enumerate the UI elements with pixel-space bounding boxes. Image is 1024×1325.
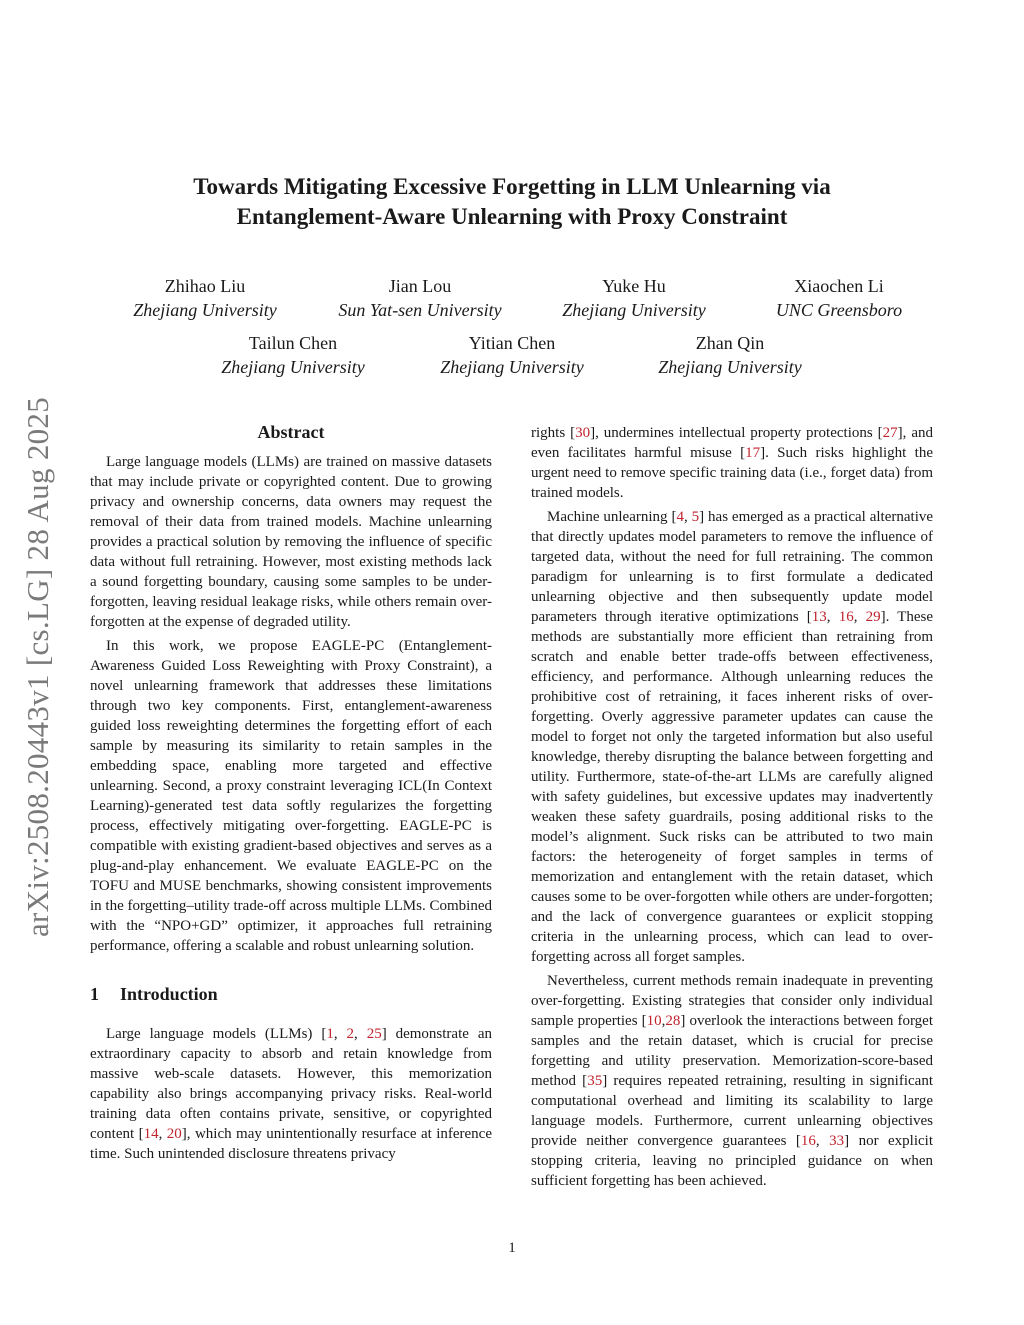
body-paragraph: rights [30], undermines intellectual property protections [27], and even facilitates harmful misuse [17]. Such risks highlight the urgent need to remove specific training data (i.e., forget data) from trained models.	[531, 425, 934, 501]
section-number: 1	[90, 984, 99, 1004]
citation-link[interactable]: 29	[865, 609, 881, 625]
citation-link[interactable]: 16	[800, 1133, 816, 1149]
citation-link[interactable]: 30	[575, 425, 591, 441]
left-column	[90, 420, 492, 1168]
author-affiliation: Zhejiang University	[562, 300, 706, 320]
abstract-paragraph: Large language models (LLMs) are trained on massive datasets that may include private or copyrighted content. Due to growing privacy and ownership concerns, data owners may request the removal of their data from trained models. Machine unlearning provides a practical solution by removing the influence of specific data without full retraining. However, most existing methods lack a sound forgetting boundary, causing some samples to be under-forgotten, leaving residual leakage risks, while others remain over-forgotten at the expense of degraded utility.	[90, 454, 492, 630]
arxiv-identifier: arXiv:2508.20443v1 [cs.LG] 28 Aug 2025	[20, 396, 55, 938]
title-line-1: Towards Mitigating Excessive Forgetting in LLM Unlearning via	[193, 174, 831, 199]
citation-link[interactable]: 28	[665, 1013, 681, 1029]
citation-link[interactable]: 10	[646, 1013, 662, 1029]
citation-link[interactable]: 16	[838, 609, 854, 625]
citation-link[interactable]: 17	[745, 445, 761, 461]
right-column	[531, 423, 933, 1195]
author-block	[412, 331, 612, 379]
section-heading	[90, 982, 492, 1006]
arxiv-stamp	[10, 372, 66, 962]
author-name: Yuke Hu	[602, 276, 666, 296]
author-affiliation: Zhejiang University	[221, 357, 365, 377]
intro-paragraph: Large language models (LLMs) [1, 2, 25] demonstrate an extraordinary capacity to absorb and retain knowledge from massive web-scale datasets. However, this memorization capability also brings accompanying privacy risks. Real-world training data often contains private, sensitive, or copyrighted content [14, 20], which may unintentionally resurface at inference time. Such unintended disclosure threatens privacy	[90, 1026, 492, 1162]
citation-link[interactable]: 35	[587, 1073, 603, 1089]
body-paragraph: Machine unlearning [4, 5] has emerged as a practical alternative that directly updates model parameters to remove the influence of targeted data, without the need for full retraining. The common paradigm for unlearning is to first formulate a dedicated unlearning objective and then subsequently update model parameters through iterative optimizations [13, 16, 29]. These methods are substantially more efficient than retraining from scratch and enable better trade-offs between effectiveness, efficiency, and performance. Although unlearning reduces the prohibitive cost of retraining, it faces inherent risks of over-forgetting. Overly aggressive parameter updates can cause the model to forget not only the targeted information but also useful knowledge, thereby disrupting the balance between forgetting and utility. Furthermore, state-of-the-art LLMs are carefully aligned with safety guidelines, but excessive updates may inadvertently weaken these safety guardrails, posing additional risks to the model’s alignment. Suck risks can be attributed to two main factors: the heterogeneity of forget samples in terms of memorization and entanglement with the retain dataset, which causes some to be over-forgotten while others are under-forgotten; and the lack of convergence guarantees or explicit stopping criteria in the unlearning process, which can lead to over-forgetting across all forget samples.	[531, 509, 934, 965]
author-affiliation: Zhejiang University	[133, 300, 277, 320]
author-block	[105, 274, 305, 322]
author-name: Tailun Chen	[248, 333, 338, 353]
citation-link[interactable]: 4	[676, 509, 684, 525]
author-block	[534, 274, 734, 322]
body-paragraph: Nevertheless, current methods remain inadequate in preventing over-forgetting. Existing strategies that consider only individual sample properties [10,28] overlook the interactions between forget samples and the retain dataset, which is crucial for precise forgetting and utility preservation. Memorization-score-based method [35] requires repeated retraining, resulting in significant computational overhead and limiting its scalability to large language models. Furthermore, current unlearning objectives provide neither convergence guarantees [16, 33] nor explicit stopping criteria, leaving no principled guidance on when sufficient forgetting has been achieved.	[531, 973, 934, 1189]
author-block	[193, 331, 393, 379]
citation-link[interactable]: 20	[166, 1126, 182, 1142]
author-affiliation: Zhejiang University	[440, 357, 584, 377]
abstract-heading: Abstract	[257, 422, 325, 442]
author-name: Xiaochen Li	[794, 276, 884, 296]
citation-link[interactable]: 2	[346, 1026, 355, 1042]
abstract-paragraph: In this work, we propose EAGLE-PC (Entanglement-Awareness Guided Loss Reweighting with Proxy Constraint), a novel unlearning framework that addresses these limitations through two key components. First, entanglement-awareness guided loss reweighting determines the forgetting effort of each sample by measuring its similarity to retain samples in the embedding space, enabling more targeted and effective unlearning. Second, a proxy constraint leveraging ICL(In Context Learning)-generated test data softly regularizes the forgetting process, effectively mitigating over-forgetting. EAGLE-PC is compatible with existing gradient-based objectives and serves as a plug-and-play enhancement. We evaluate EAGLE-PC on the TOFU and MUSE benchmarks, showing consistent improvements in the forgetting–utility trade-off across multiple LLMs. Combined with the “NPO+GD” optimizer, it approaches full retraining performance, offering a scalable and robust unlearning solution.	[90, 638, 492, 954]
paper-title	[130, 172, 894, 232]
page-number: 1	[508, 1240, 516, 1256]
author-affiliation: UNC Greensboro	[775, 300, 903, 320]
citation-link[interactable]: 33	[829, 1133, 845, 1149]
title-line-2: Entanglement-Aware Unlearning with Proxy Constraint	[236, 204, 788, 229]
citation-link[interactable]: 5	[691, 509, 700, 525]
citation-link[interactable]: 25	[366, 1026, 382, 1042]
citation-link[interactable]: 14	[143, 1126, 159, 1142]
citation-link[interactable]: 13	[811, 609, 827, 625]
author-name: Yitian Chen	[468, 333, 556, 353]
author-affiliation: Zhejiang University	[658, 357, 802, 377]
author-name: Zhihao Liu	[164, 276, 246, 296]
author-block	[315, 274, 525, 322]
citation-link[interactable]: 27	[882, 425, 898, 441]
author-name: Zhan Qin	[695, 333, 765, 353]
author-block	[739, 274, 939, 322]
author-block	[630, 331, 830, 379]
section-title: Introduction	[120, 984, 218, 1004]
author-affiliation: Sun Yat-sen University	[338, 300, 502, 320]
citation-link[interactable]: 1	[326, 1026, 334, 1042]
author-name: Jian Lou	[388, 276, 452, 296]
